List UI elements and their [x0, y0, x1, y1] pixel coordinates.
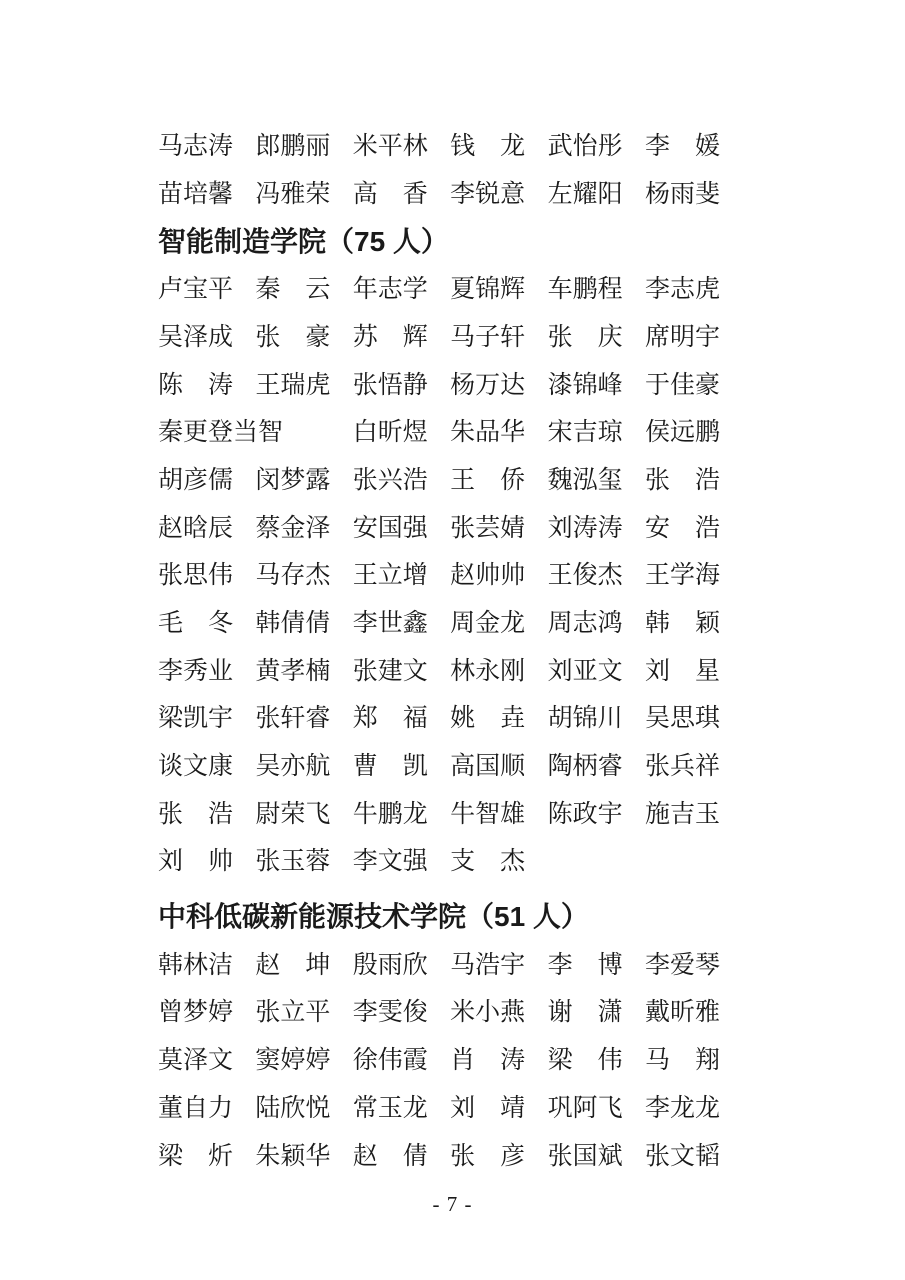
student-name: 武怡彤 [547, 133, 623, 161]
student-name: 肖 涛 [450, 1047, 526, 1075]
student-name: 莫泽文 [158, 1047, 234, 1075]
student-name: 李龙龙 [644, 1094, 720, 1122]
student-name: 马浩宇 [450, 951, 526, 979]
student-name: 吴泽成 [158, 323, 234, 351]
student-name: 高 香 [352, 180, 428, 208]
name-row [158, 743, 722, 791]
student-name: 吴亦航 [255, 753, 331, 781]
student-name: 白昕煜 [352, 419, 428, 447]
student-name: 陆欣悦 [255, 1094, 331, 1122]
student-name: 闵梦露 [255, 466, 331, 494]
student-name: 张悟静 [352, 371, 428, 399]
student-name: 年志学 [352, 276, 428, 304]
student-name: 安 浩 [644, 514, 720, 542]
student-name: 牛鹏龙 [352, 800, 428, 828]
student-name: 董自力 [158, 1094, 234, 1122]
student-name: 安国强 [352, 514, 428, 542]
student-name: 刘 靖 [450, 1094, 526, 1122]
student-name: 张 浩 [644, 466, 720, 494]
student-name: 苏 辉 [352, 323, 428, 351]
student-name: 殷雨欣 [352, 951, 428, 979]
student-name: 赵 倩 [352, 1142, 428, 1170]
student-name: 曹 凯 [352, 753, 428, 781]
student-name: 刘 星 [644, 657, 720, 685]
student-name: 窦婷婷 [255, 1047, 331, 1075]
student-name: 苗培馨 [158, 180, 234, 208]
student-name: 赵晗辰 [158, 514, 234, 542]
student-name: 牛智雄 [450, 800, 526, 828]
student-name: 秦 云 [255, 276, 331, 304]
student-name: 梁 伟 [547, 1047, 623, 1075]
student-name: 王 侨 [450, 466, 526, 494]
student-name: 蔡金泽 [255, 514, 331, 542]
student-name: 谢 潇 [547, 999, 623, 1027]
student-name: 张文韬 [644, 1142, 720, 1170]
student-name: 李 媛 [644, 133, 720, 161]
name-row [158, 600, 722, 648]
page-number: - 7 - [432, 1192, 473, 1216]
student-name: 梁 炘 [158, 1142, 234, 1170]
student-name: 米平林 [352, 133, 428, 161]
name-row [158, 695, 722, 743]
student-name: 张芸婧 [450, 514, 526, 542]
name-row [158, 171, 722, 219]
name-row [158, 361, 722, 409]
student-name: 马志涛 [158, 133, 234, 161]
student-name: 宋吉琼 [547, 419, 623, 447]
student-name: 张思伟 [158, 562, 234, 590]
student-name: 周志鸿 [547, 609, 623, 637]
student-name: 黄孝楠 [255, 657, 331, 685]
student-name: 张建文 [352, 657, 428, 685]
student-name: 张 彦 [450, 1142, 526, 1170]
student-name: 胡彦儒 [158, 466, 234, 494]
name-row [158, 552, 722, 600]
student-name: 王俊杰 [547, 562, 623, 590]
name-row [158, 1085, 722, 1133]
student-name: 朱品华 [450, 419, 526, 447]
student-name: 赵 坤 [255, 951, 331, 979]
student-name: 施吉玉 [644, 800, 720, 828]
student-name: 夏锦辉 [450, 276, 526, 304]
student-name: 徐伟霞 [352, 1047, 428, 1075]
student-name: 席明宇 [644, 323, 720, 351]
name-row [158, 505, 722, 553]
student-name: 王立增 [352, 562, 428, 590]
student-name: 尉荣飞 [255, 800, 331, 828]
student-name: 马子轩 [450, 323, 526, 351]
name-row [158, 457, 722, 505]
student-name: 张 豪 [255, 323, 331, 351]
student-name: 韩林洁 [158, 951, 234, 979]
student-name: 漆锦峰 [547, 371, 623, 399]
student-name: 张立平 [255, 999, 331, 1027]
student-name: 刘涛涛 [547, 514, 623, 542]
student-name: 李文强 [352, 848, 428, 876]
name-row [158, 648, 722, 696]
student-name: 张 浩 [158, 800, 234, 828]
student-name: 李锐意 [450, 180, 526, 208]
student-name: 周金龙 [450, 609, 526, 637]
student-name: 秦更登当智 [158, 419, 284, 447]
student-name: 左耀阳 [547, 180, 623, 208]
student-name: 谈文康 [158, 753, 234, 781]
student-name: 马 翔 [644, 1047, 720, 1075]
name-row [158, 989, 722, 1037]
student-name: 韩倩倩 [255, 609, 331, 637]
student-name: 杨万达 [450, 371, 526, 399]
student-name: 刘 帅 [158, 848, 234, 876]
student-name: 李雯俊 [352, 999, 428, 1027]
student-name: 于佳豪 [644, 371, 720, 399]
student-name: 钱 龙 [450, 133, 526, 161]
student-name: 王瑞虎 [255, 371, 331, 399]
student-name: 韩 颖 [644, 609, 720, 637]
student-name: 高国顺 [450, 753, 526, 781]
student-name: 李爱琴 [644, 951, 720, 979]
student-name: 李秀业 [158, 657, 234, 685]
student-name: 李志虎 [644, 276, 720, 304]
student-name: 陈 涛 [158, 371, 234, 399]
student-name: 张轩睿 [255, 705, 331, 733]
student-name: 毛 冬 [158, 609, 234, 637]
student-name: 张兵祥 [644, 753, 720, 781]
name-row [158, 1037, 722, 1085]
section-heading: 智能制造学院（75 人） [158, 225, 449, 257]
student-name: 曾梦婷 [158, 999, 234, 1027]
student-name: 胡锦川 [547, 705, 623, 733]
student-name: 常玉龙 [352, 1094, 428, 1122]
student-name: 刘亚文 [547, 657, 623, 685]
student-name: 陈政宇 [547, 800, 623, 828]
roster [158, 123, 722, 1180]
name-row [158, 1132, 722, 1180]
name-row [158, 314, 722, 362]
student-name: 杨雨斐 [644, 180, 720, 208]
student-name: 王学海 [644, 562, 720, 590]
section-heading-row [158, 894, 722, 942]
student-name: 车鹏程 [547, 276, 623, 304]
student-name: 梁凯宇 [158, 705, 234, 733]
student-name: 张兴浩 [352, 466, 428, 494]
student-name: 朱颖华 [255, 1142, 331, 1170]
student-name: 米小燕 [450, 999, 526, 1027]
student-name: 支 杰 [450, 848, 526, 876]
section-heading: 中科低碳新能源技术学院（51 人） [158, 901, 589, 933]
name-row [158, 791, 722, 839]
student-name: 张玉蓉 [255, 848, 331, 876]
student-name: 吴思琪 [644, 705, 720, 733]
name-row [158, 838, 722, 886]
student-name: 马存杰 [255, 562, 331, 590]
name-row [158, 266, 722, 314]
student-name: 赵帅帅 [450, 562, 526, 590]
student-name: 张国斌 [547, 1142, 623, 1170]
page-footer [0, 1192, 905, 1217]
section-heading-row [158, 218, 722, 266]
student-name: 郎鹏丽 [255, 133, 331, 161]
name-row [158, 409, 722, 457]
student-name: 陶柄睿 [547, 753, 623, 781]
student-name: 侯远鹏 [644, 419, 720, 447]
student-name: 卢宝平 [158, 276, 234, 304]
name-row [158, 942, 722, 990]
student-name: 巩阿飞 [547, 1094, 623, 1122]
student-name: 戴昕雅 [644, 999, 720, 1027]
student-name: 魏泓玺 [547, 466, 623, 494]
student-name: 冯雅荣 [255, 180, 331, 208]
student-name: 李世鑫 [352, 609, 428, 637]
name-row [158, 123, 722, 171]
student-name: 张 庆 [547, 323, 623, 351]
student-name: 郑 福 [352, 705, 428, 733]
student-name: 李 博 [547, 951, 623, 979]
student-name: 林永刚 [450, 657, 526, 685]
student-name: 姚 垚 [450, 705, 526, 733]
